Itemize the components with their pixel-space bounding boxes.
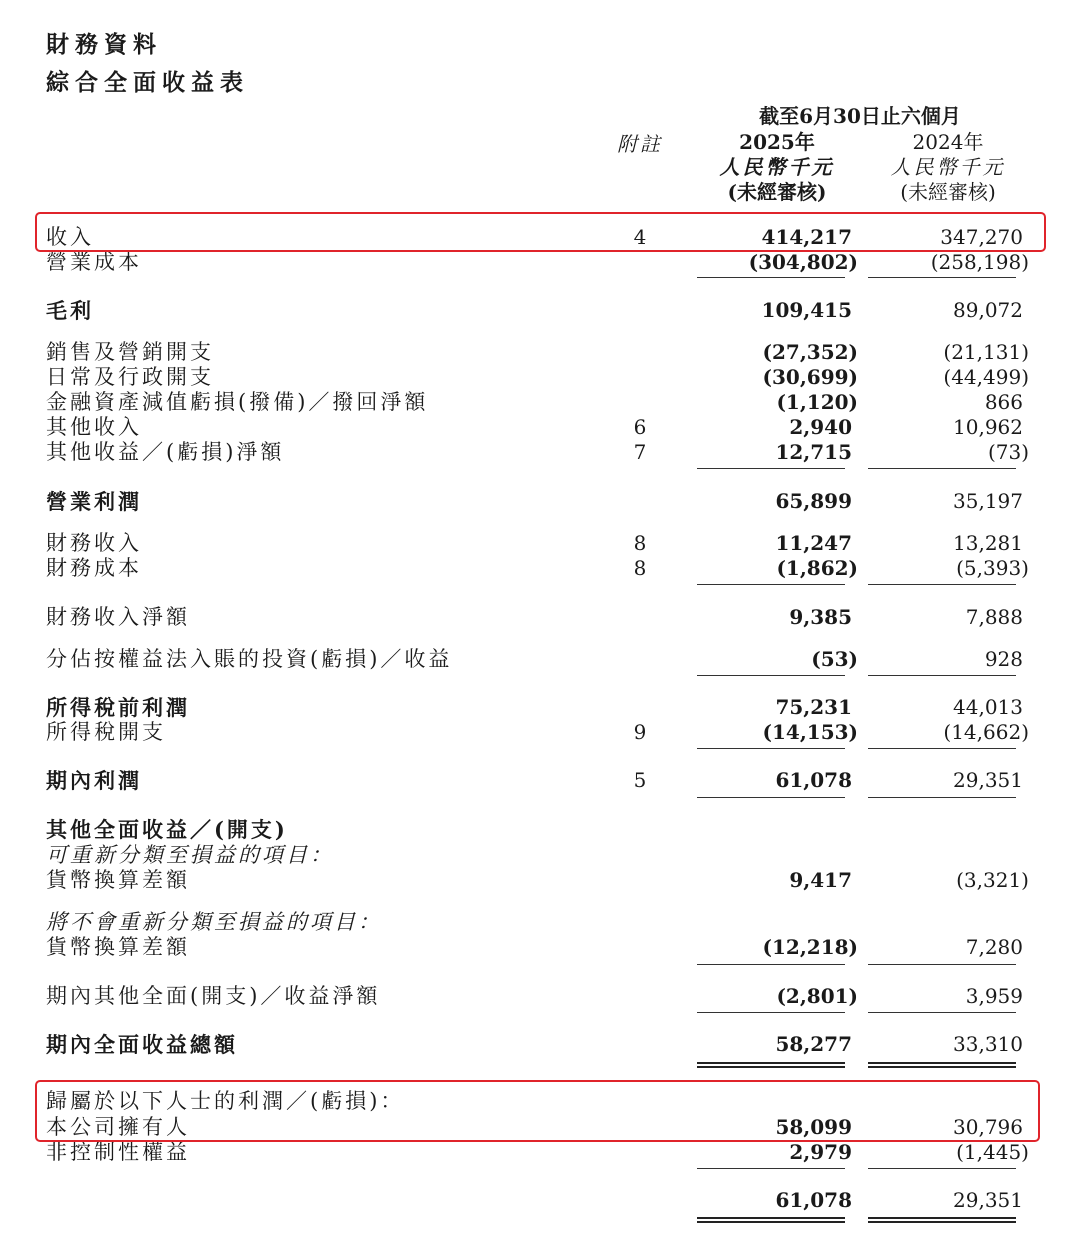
double-rule-top-2024 [868,1062,1016,1064]
rule-pbt-2024 [868,675,1016,676]
operating-profit-label: 營業利潤 [46,489,142,514]
year-prior-header: 2024年 [912,130,984,154]
admin-expenses-2025: (30,699) [762,365,858,389]
year-current-header: 2025年 [739,130,815,154]
rule-oci-2025 [697,797,845,798]
selling-expenses-label: 銷售及營銷開支 [46,340,214,364]
cost-of-sales-2025: (304,802) [748,250,858,274]
impairment-2024: 866 [984,390,1023,414]
other-income-2024: 10,962 [953,415,1023,439]
profit-period-2024: 29,351 [953,768,1023,792]
oci-net-2025: (2,801) [776,984,858,1008]
rule-finance-2024 [868,584,1016,585]
gross-profit-2025: 109,415 [761,298,852,322]
income-tax-note: 9 [633,720,647,744]
oci-heading-label: 其他全面收益／(開支) [46,817,288,842]
revenue-label: 收入 [46,225,94,249]
admin-expenses-2024: (44,499) [943,365,1029,389]
double-rule-final-top-2025 [697,1217,845,1219]
finance-costs-2025: (1,862) [776,556,858,580]
owners-label: 本公司擁有人 [46,1115,190,1139]
currency-current-header: 人民幣千元 [719,155,835,179]
rule-total-2024 [868,1012,1016,1013]
currency-prior-header: 人民幣千元 [890,155,1006,179]
income-tax-label: 所得稅開支 [46,720,166,744]
rule-operating-2025 [697,468,845,469]
income-tax-2025: (14,153) [762,720,858,744]
non-reclassifiable-label: 將不會重新分類至損益的項目： [46,910,382,934]
fx-reclass-2025: 9,417 [789,868,852,892]
finance-income-2025: 11,247 [775,531,852,555]
finance-net-2024: 7,888 [965,605,1023,629]
operating-profit-2024: 35,197 [953,489,1023,513]
rule-attr-total-2025 [697,1168,845,1169]
other-gains-note: 7 [633,440,647,464]
rule-profit-2025 [697,748,845,749]
fx-nonreclass-label: 貨幣換算差額 [46,935,190,959]
owners-2024: 30,796 [953,1115,1023,1139]
profit-period-2025: 61,078 [775,768,852,792]
double-rule-bottom-2025 [697,1066,845,1068]
other-gains-2025: 12,715 [775,440,852,464]
share-of-investments-2024: 928 [984,647,1023,671]
rule-pbt-2025 [697,675,845,676]
gross-profit-label: 毛利 [46,298,94,323]
rule-finance-2025 [697,584,845,585]
section-title: 財務資料 [46,31,162,58]
double-rule-final-bottom-2024 [868,1221,1016,1223]
selling-expenses-2024: (21,131) [943,340,1029,364]
rule-gross-2024 [868,277,1016,278]
other-income-2025: 2,940 [789,415,852,439]
revenue-note: 4 [633,225,647,249]
rule-attr-total-2024 [868,1168,1016,1169]
gross-profit-2024: 89,072 [953,298,1023,322]
income-tax-2024: (14,662) [943,720,1029,744]
selling-expenses-2025: (27,352) [762,340,858,364]
reclassifiable-label: 可重新分類至損益的項目： [46,843,334,867]
fx-reclass-2024: (3,321) [956,868,1029,892]
profit-before-tax-label: 所得稅前利潤 [46,695,190,720]
rule-oci-2024 [868,797,1016,798]
nci-2024: (1,445) [956,1140,1029,1164]
cost-of-sales-2024: (258,198) [930,250,1029,274]
rule-profit-2024 [868,748,1016,749]
finance-income-label: 財務收入 [46,531,142,555]
share-of-investments-label: 分佔按權益法入賬的投資(虧損)／收益 [46,647,453,671]
other-gains-2024: (73) [987,440,1029,464]
rule-oci-net-2025 [697,964,845,965]
double-rule-bottom-2024 [868,1066,1016,1068]
double-rule-final-top-2024 [868,1217,1016,1219]
double-rule-top-2025 [697,1062,845,1064]
finance-income-2024: 13,281 [953,531,1023,555]
rule-operating-2024 [868,468,1016,469]
nci-2025: 2,979 [789,1140,852,1164]
finance-net-label: 財務收入淨額 [46,605,190,629]
audit-prior-header: (未經審核) [900,180,996,204]
finance-costs-note: 8 [633,556,647,580]
total-attributable-2024: 29,351 [953,1188,1023,1212]
revenue-highlight-box [35,212,1046,252]
finance-net-2025: 9,385 [789,605,852,629]
finance-costs-label: 財務成本 [46,556,142,580]
other-gains-label: 其他收益／(虧損)淨額 [46,440,285,464]
profit-before-tax-2024: 44,013 [953,695,1023,719]
rule-total-2025 [697,1012,845,1013]
other-income-note: 6 [633,415,647,439]
operating-profit-2025: 65,899 [775,489,852,513]
total-comprehensive-2025: 58,277 [775,1032,852,1056]
audit-current-header: (未經審核) [727,180,827,204]
profit-period-label: 期內利潤 [46,768,142,793]
share-of-investments-2025: (53) [811,647,858,671]
total-attributable-2025: 61,078 [775,1188,852,1212]
owners-2025: 58,099 [775,1115,852,1139]
rule-oci-net-2024 [868,964,1016,965]
fx-reclass-label: 貨幣換算差額 [46,868,190,892]
period-header: 截至6月30日止六個月 [759,104,961,128]
rule-gross-2025 [697,277,845,278]
oci-net-2024: 3,959 [965,984,1023,1008]
total-comprehensive-label: 期內全面收益總額 [46,1032,238,1057]
impairment-label: 金融資產減值虧損(撥備)／撥回淨額 [46,390,429,414]
impairment-2025: (1,120) [776,390,858,414]
revenue-2024: 347,270 [940,225,1023,249]
attributable-highlight-box [35,1080,1040,1142]
finance-costs-2024: (5,393) [956,556,1029,580]
cost-of-sales-label: 營業成本 [46,250,142,274]
oci-net-label: 期內其他全面(開支)／收益淨額 [46,984,381,1008]
other-income-label: 其他收入 [46,415,142,439]
note-header: 附註 [617,132,663,156]
total-comprehensive-2024: 33,310 [953,1032,1023,1056]
profit-period-note: 5 [633,768,647,792]
statement-title: 綜合全面收益表 [46,69,249,96]
profit-before-tax-2025: 75,231 [775,695,852,719]
fx-nonreclass-2025: (12,218) [762,935,858,959]
revenue-2025: 414,217 [761,225,852,249]
nci-label: 非控制性權益 [46,1140,190,1164]
attributable-label: 歸屬於以下人士的利潤／(虧損)： [46,1089,405,1113]
finance-income-note: 8 [633,531,647,555]
admin-expenses-label: 日常及行政開支 [46,365,214,389]
fx-nonreclass-2024: 7,280 [965,935,1023,959]
double-rule-final-bottom-2025 [697,1221,845,1223]
